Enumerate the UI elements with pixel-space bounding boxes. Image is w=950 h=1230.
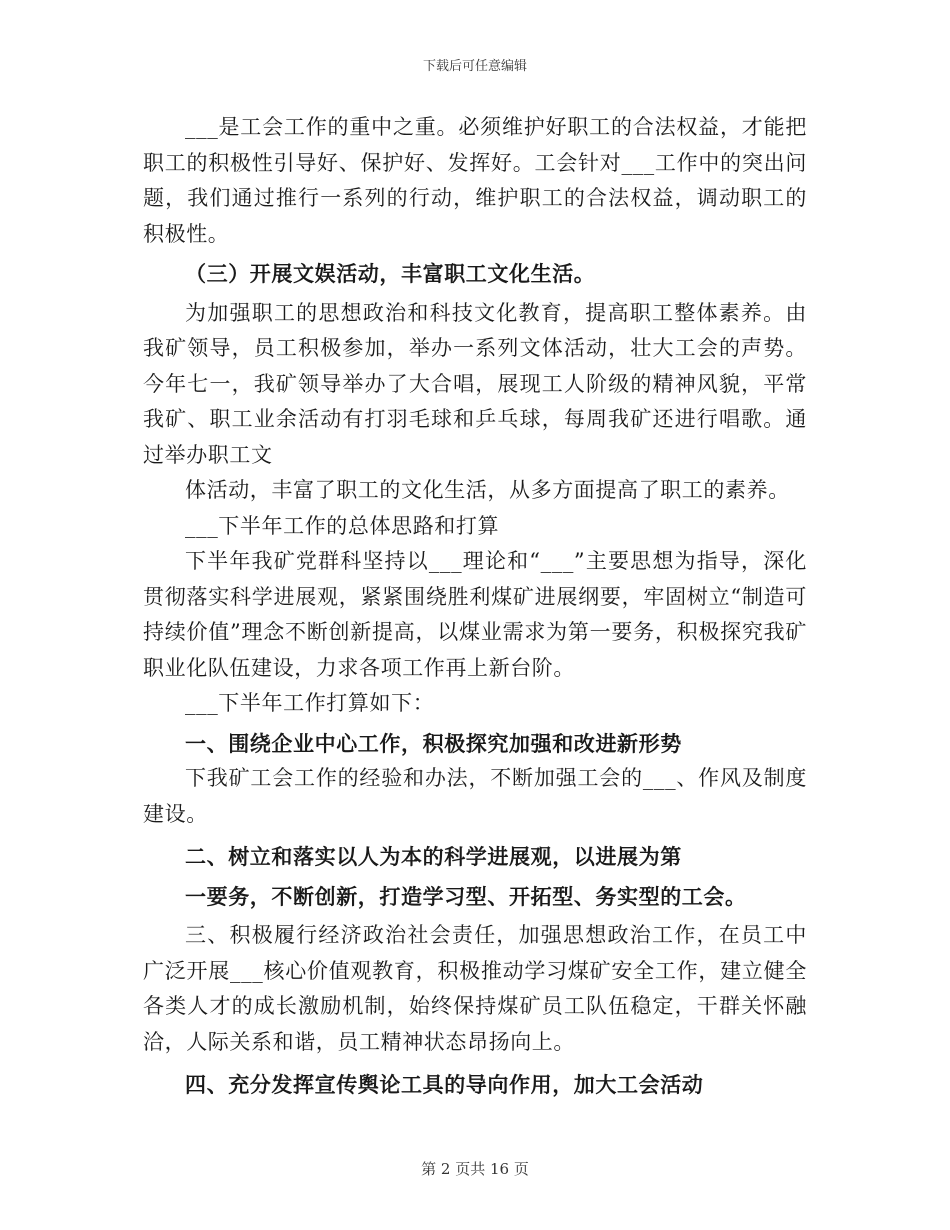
heading-item-two-line2: 一要务，不断创新，打造学习型、开拓型、务实型的工会。 <box>185 883 747 909</box>
paragraph-item-one-body: 下我矿工会工作的经验和办法，不断加强工会的___、作风及制度建设。 <box>143 766 807 826</box>
page-header: 下载后可任意编辑 <box>422 59 527 74</box>
document-body <box>143 110 807 1103</box>
paragraph-guiding-thought: 下半年我矿党群科坚持以___理论和“___”主要思想为指导，深化贯彻落实科学进展观，紧紧围绕胜利煤矿进展纲要，牢固树立“制造可持续价值”理念不断创新提高，以煤业需求为第一要务，积极探究我矿职业化队伍建设，力求各项工作再上新台阶。 <box>143 549 807 680</box>
paragraph-item-three: 三、积极履行经济政治社会责任，加强思想政治工作，在员工中广泛开展___核心价值观教育，积极推动学习煤矿安全工作，建立健全各类人才的成长激励机制，始终保持煤矿员工队伍稳定，干群关怀融洽，人际关系和谐，员工精神状态昂扬向上。 <box>143 923 807 1054</box>
paragraph-second-half-title: ___下半年工作的总体思路和打算 <box>185 513 500 538</box>
paragraph-plan-intro: ___下半年工作打算如下： <box>185 691 435 715</box>
paragraph-culture-result: 体活动，丰富了职工的文化生活，从多方面提高了职工的素养。 <box>185 478 790 502</box>
paragraph-culture-activities: 为加强职工的思想政治和科技文化教育，提高职工整体素养。由我矿领导，员工积极参加，举办一系列文体活动，壮大工会的声势。今年七一，我矿领导举办了大合唱，展现工人阶级的精神风貌，平常我矿、职工业余活动有打羽毛球和乒乓球，每周我矿还进行唱歌。通过举办职工文 <box>143 300 807 467</box>
heading-item-two-line1: 二、树立和落实以人为本的科学进展观，以进展为第 <box>185 844 682 869</box>
section-heading-three: （三）开展文娱活动，丰富职工文化生活。 <box>185 261 596 286</box>
page-footer: 第 2 页共 16 页 <box>421 1160 529 1178</box>
paragraph-union-rights: ___是工会工作的重中之重。必须维护好职工的合法权益，才能把职工的积极性引导好、保护好、发挥好。工会针对___工作中的突出问题，我们通过推行一系列的行动，维护职工的合法权益，调动职工的积极性。 <box>143 115 807 246</box>
heading-item-four: 四、充分发挥宣传舆论工具的导向作用，加大工会活动 <box>185 1072 704 1097</box>
heading-item-one: 一、围绕企业中心工作，积极探究加强和改进新形势 <box>185 730 682 756</box>
